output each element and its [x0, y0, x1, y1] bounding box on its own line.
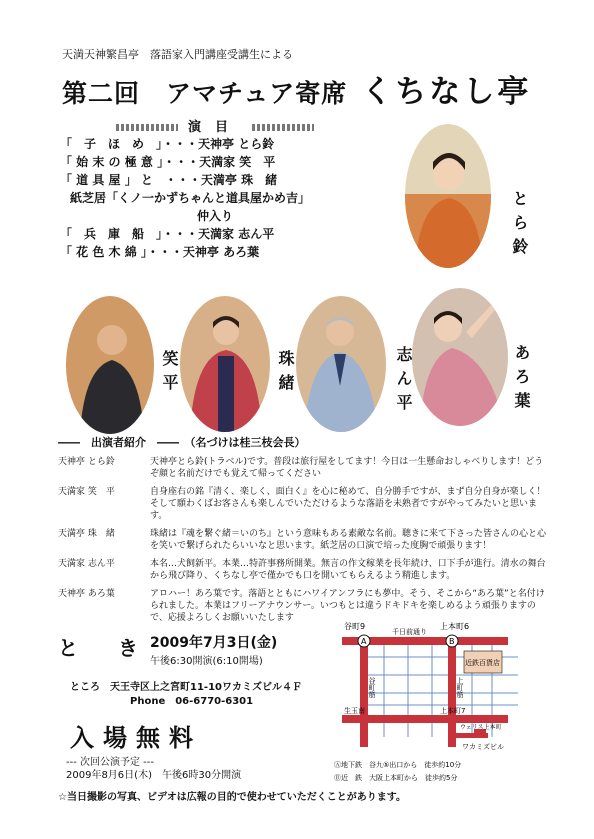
- photo-tamao: [180, 296, 270, 432]
- performer-name: 天神亭 とら鈴: [58, 457, 115, 467]
- map-street-right: 上町筋: [456, 677, 464, 698]
- map-building: ワカミズビル: [462, 743, 504, 751]
- svg-text:A: A: [361, 637, 367, 646]
- toki-label: と き: [58, 636, 148, 660]
- name-tamao: 珠緒: [276, 350, 295, 398]
- map-street-mid: 生玉南: [344, 707, 365, 715]
- photo-note: ☆当日撮影の写真、ビデオは広報の目的で使わせていただくことがあります。: [58, 792, 406, 803]
- map-road-top: 谷町9: [344, 622, 366, 631]
- performer-desc: 天神亭とら鈴(トラベル)です。普段は旅行屋をしてます！今日は一生懸命おしゃべりします！どうぞ顔と名前だけでも覚えて帰ってください: [150, 457, 544, 479]
- performer-desc: アロハー！あろ葉です。落語とともにハワイアンフラにも夢中。そう、そこから“あろ葉”と名付けられました。本業はフリーアナウンサー。いつもとは違うドキドキを楽しめるよう頑張りますので、応援よろしくお願いいたします: [150, 589, 545, 623]
- name-toraryo: とら鈴: [510, 190, 529, 262]
- photo-aroha: [412, 288, 508, 426]
- performer-name: 天神亭 あろ葉: [58, 589, 115, 599]
- event-date: 2009年7月3日(金): [150, 635, 278, 651]
- performer-name: 天満家 笑 平: [58, 487, 115, 497]
- photo-toraryo: [405, 124, 491, 268]
- program-row: 「 兵 庫 船 」・・・天満家 志ん平: [60, 227, 275, 241]
- performer-item: [58, 486, 548, 522]
- performer-name: 天満家 志ん平: [58, 559, 115, 569]
- performer-desc: 珠緒は『魂を繋ぐ緒＝いのち』という意味もある素敵な名前。聴きに来て下さった皆さんの心と心を笑いで繋げられたらいいなと思います。紙芝居の口演で培った度胸で頑張ります！: [150, 529, 547, 551]
- program-row: 「 花 色 木 綿 」・・・天神亭 あろ葉: [60, 245, 260, 259]
- next-date: 2009年8月6日(木) 午後6時30分開演: [66, 770, 242, 781]
- next-show: [66, 756, 241, 782]
- heading-bar-left: [116, 124, 178, 131]
- map-street-left: 谷町筋: [368, 677, 376, 698]
- title-prefix: 第二回 アマチュア寄席: [62, 79, 348, 108]
- title-main: くちなし亭: [361, 74, 532, 110]
- map-welis: ウェリス上本町: [460, 724, 502, 731]
- performer-desc: 自身座右の銘『清く、楽しく、面白く』を心に秘めて、自分勝手ですが、まず自分自身が楽しく！そして願わくばお客さんも楽しんでいただけるような落語を未熟者ですがやってみたいと思います。: [150, 487, 546, 521]
- intermission: 仲入り: [196, 209, 233, 223]
- map-street-mid2: 上本町7: [440, 707, 466, 715]
- subtitle: 天満天神繁昌亭 落語家入門講座受講生による: [62, 48, 293, 61]
- photo-shinpei: [296, 296, 386, 432]
- performer-name: 天満亭 珠 緒: [58, 529, 115, 539]
- performer-item: [58, 558, 548, 582]
- next-label: --- 次回公演予定 ---: [66, 757, 155, 768]
- map-access2: Ⓑ近 鉄 大阪上本町から 徒歩約5分: [334, 774, 458, 782]
- performer-desc: 本名…犬飼新平。本業…特許事務所開業。無言の作文稼業を長年続け、口下手が進行。清水の舞台から飛び降り、くちなし亭で僅かでも口を開いてもらえるよう精進します。: [150, 559, 546, 581]
- map-access1: Ⓐ地下鉄 谷九⑤出口から 徒歩約10分: [334, 761, 462, 769]
- program-row: 「 道 具 屋 」 と ・・・天満亭 珠 緒: [60, 173, 278, 187]
- performer-item: [58, 528, 548, 552]
- name-shinpei: 志ん平: [394, 346, 413, 418]
- map-road-top2: 上本町6: [440, 622, 470, 631]
- program: [60, 116, 410, 261]
- event-place: ところ 天王寺区上之宮町11-10ワカミズビル４Ｆ: [70, 682, 302, 693]
- performers-heading: ―― 出演者紹介 ―― （名づけは桂三枝会長）: [58, 436, 306, 449]
- name-shohei: 笑平: [160, 350, 179, 398]
- map-street1: 千日前通り: [392, 628, 427, 636]
- program-heading: 演目: [20, 116, 410, 135]
- kamishibai: 紙芝居「くノ一かずちゃんと道具屋かめ吉」: [70, 191, 311, 205]
- page-title: [62, 66, 531, 111]
- performer-item: [58, 456, 548, 480]
- name-aroha: あろ葉: [512, 344, 531, 416]
- map-store: 近鉄百貨店: [465, 659, 500, 667]
- admission: 入場無料: [70, 724, 202, 752]
- program-row: 「 始 末 の 極 意 」・・・天満家 笑 平: [60, 155, 276, 169]
- event-phone: Phone 06-6770-6301: [130, 696, 254, 707]
- event-time: 午後6:30開演(6:10開場): [150, 656, 263, 667]
- access-map: [332, 617, 518, 787]
- svg-text:B: B: [449, 637, 455, 646]
- photo-shohei: [66, 296, 154, 434]
- program-row: 「 子 ほ め 」・・・天神亭 とら鈴: [60, 137, 275, 151]
- heading-bar-right: [252, 124, 314, 131]
